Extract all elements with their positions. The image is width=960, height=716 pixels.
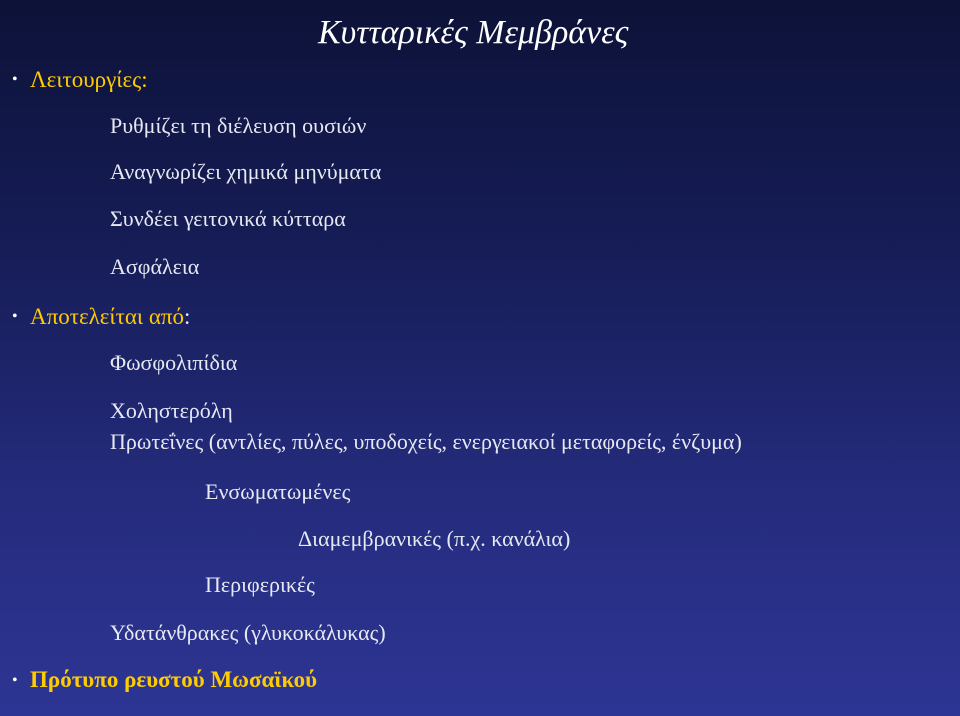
function-item: Ασφάλεια [110,254,200,279]
composition-heading-text: Αποτελείται από [30,304,185,329]
composition-heading-colon: : [184,304,191,329]
functions-heading: Λειτουργίες: [30,67,148,92]
carbohydrates: Υδατάνθρακες (γλυκοκάλυκας) [110,620,386,645]
model-heading: Πρότυπο ρευστού Μωσαϊκού [30,667,318,692]
composition-item: Φωσφολιπίδια [110,350,238,375]
function-item: Αναγνωρίζει χημικά μηνύματα [110,159,382,184]
composition-heading [30,305,190,328]
embedded-proteins: Ενσωματωμένες [205,479,351,504]
slide-title: Κυτταρικές Μεμβράνες [318,14,629,51]
bullet-icon: • [12,672,18,689]
composition-item: Πρωτεΐνες (αντλίες, πύλες, υποδοχείς, ενεργειακοί μεταφορείς, ένζυμα) [110,429,742,454]
function-item: Ρυθμίζει τη διέλευση ουσιών [110,113,367,138]
function-item: Συνδέει γειτονικά κύτταρα [110,206,346,231]
transmembrane-proteins: Διαμεμβρανικές (π.χ. κανάλια) [298,526,571,551]
composition-item: Χοληστερόλη [110,398,233,423]
bullet-icon: • [12,308,18,325]
peripheral-proteins: Περιφερικές [205,572,315,597]
bullet-icon: • [12,71,18,88]
